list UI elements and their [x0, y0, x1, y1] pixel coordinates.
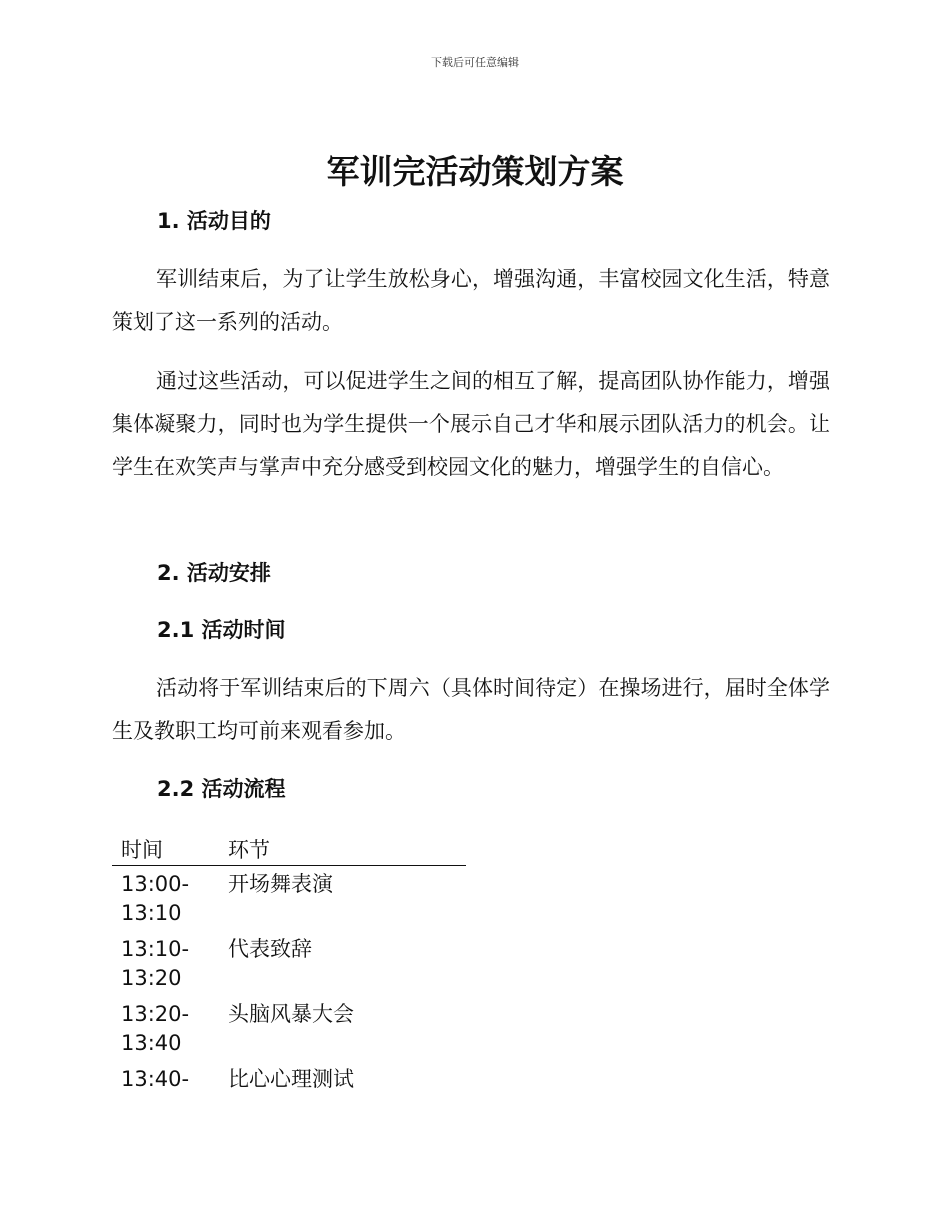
table-row	[112, 1061, 466, 1126]
time-cell: 13:10-13:20	[121, 937, 190, 990]
segment-cell: 头脑风暴大会	[228, 1002, 354, 1026]
table-row	[112, 931, 466, 996]
schedule-table-header	[112, 835, 466, 866]
paragraph-purpose-1: 军训结束后，为了让学生放松身心，增强沟通，丰富校园文化生活，特意策划了这一系列的活动。	[112, 267, 830, 334]
column-header-segment: 环节	[228, 838, 270, 862]
column-header-time: 时间	[121, 838, 163, 862]
section-heading-purpose: 1. 活动目的	[157, 209, 271, 233]
table-row	[112, 996, 466, 1061]
time-cell: 13:40-	[121, 1067, 190, 1091]
table-row	[112, 866, 466, 931]
section-heading-flow: 2.2 活动流程	[157, 777, 286, 801]
header-note: 下载后可任意编辑	[431, 56, 519, 69]
segment-cell: 开场舞表演	[228, 872, 333, 896]
time-cell: 13:00-13:10	[121, 872, 190, 925]
segment-cell: 代表致辞	[228, 937, 312, 961]
segment-cell: 比心心理测试	[228, 1067, 354, 1091]
time-cell: 13:20-13:40	[121, 1002, 190, 1055]
section-heading-arrangement: 2. 活动安排	[157, 561, 271, 585]
paragraph-time: 活动将于军训结束后的下周六（具体时间待定）在操场进行，届时全体学生及教职工均可前来观看参加。	[112, 676, 830, 743]
paragraph-purpose-2: 通过这些活动，可以促进学生之间的相互了解，提高团队协作能力，增强集体凝聚力，同时也为学生提供一个展示自己才华和展示团队活力的机会。让学生在欢笑声与掌声中充分感受到校园文化的魅力，增强学生的自信心。	[112, 369, 830, 479]
schedule-table	[112, 835, 466, 1126]
section-heading-time: 2.1 活动时间	[157, 618, 286, 642]
document-title: 军训完活动策划方案	[326, 152, 624, 191]
